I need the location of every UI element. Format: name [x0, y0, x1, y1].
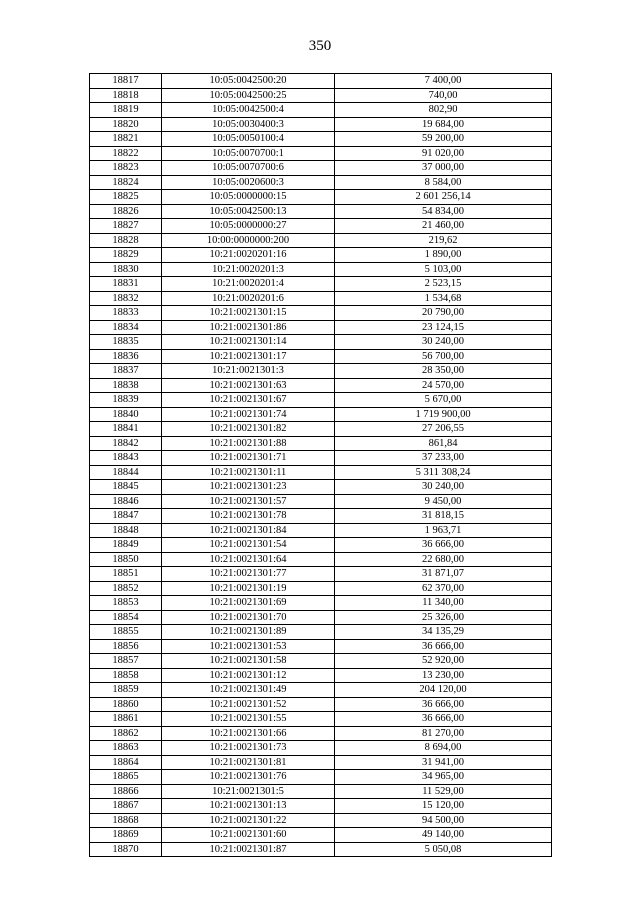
cadastral-number-cell: 10:21:0021301:84: [162, 523, 335, 538]
cadastral-number-cell: 10:21:0021301:54: [162, 538, 335, 553]
table-row: [90, 610, 552, 625]
row-number-cell: 18843: [90, 451, 162, 466]
value-cell: 37 233,00: [335, 451, 552, 466]
value-cell: 52 920,00: [335, 654, 552, 669]
table-row: [90, 175, 552, 190]
row-number-cell: 18842: [90, 436, 162, 451]
value-cell: 56 700,00: [335, 349, 552, 364]
value-cell: 25 326,00: [335, 610, 552, 625]
cadastral-number-cell: 10:21:0021301:77: [162, 567, 335, 582]
row-number-cell: 18828: [90, 233, 162, 248]
table-row: [90, 567, 552, 582]
value-cell: 2 523,15: [335, 277, 552, 292]
cadastral-number-cell: 10:21:0021301:88: [162, 436, 335, 451]
row-number-cell: 18850: [90, 552, 162, 567]
row-number-cell: 18836: [90, 349, 162, 364]
value-cell: 31 818,15: [335, 509, 552, 524]
table-row: [90, 552, 552, 567]
row-number-cell: 18818: [90, 88, 162, 103]
table-row: [90, 697, 552, 712]
table-row: [90, 465, 552, 480]
cadastral-number-cell: 10:05:0000000:27: [162, 219, 335, 234]
value-cell: 740,00: [335, 88, 552, 103]
table-row: [90, 639, 552, 654]
cadastral-number-cell: 10:21:0021301:74: [162, 407, 335, 422]
cadastral-number-cell: 10:05:0000000:15: [162, 190, 335, 205]
cadastral-number-cell: 10:21:0021301:58: [162, 654, 335, 669]
table-row: [90, 668, 552, 683]
table-row: [90, 480, 552, 495]
cadastral-number-cell: 10:05:0042500:4: [162, 103, 335, 118]
cadastral-number-cell: 10:21:0021301:69: [162, 596, 335, 611]
row-number-cell: 18838: [90, 378, 162, 393]
table-body: [90, 74, 552, 857]
cadastral-number-cell: 10:05:0070700:1: [162, 146, 335, 161]
value-cell: 11 529,00: [335, 784, 552, 799]
value-cell: 30 240,00: [335, 335, 552, 350]
value-cell: 1 963,71: [335, 523, 552, 538]
table-row: [90, 523, 552, 538]
row-number-cell: 18869: [90, 828, 162, 843]
table-row: [90, 248, 552, 263]
table-row: [90, 770, 552, 785]
table-row: [90, 393, 552, 408]
value-cell: 28 350,00: [335, 364, 552, 379]
table-row: [90, 233, 552, 248]
value-cell: 54 834,00: [335, 204, 552, 219]
row-number-cell: 18862: [90, 726, 162, 741]
table-row: [90, 422, 552, 437]
row-number-cell: 18849: [90, 538, 162, 553]
table-row: [90, 407, 552, 422]
table-row: [90, 538, 552, 553]
table-row: [90, 88, 552, 103]
row-number-cell: 18870: [90, 842, 162, 857]
row-number-cell: 18833: [90, 306, 162, 321]
table-row: [90, 306, 552, 321]
row-number-cell: 18866: [90, 784, 162, 799]
row-number-cell: 18829: [90, 248, 162, 263]
table-row: [90, 364, 552, 379]
cadastral-number-cell: 10:21:0021301:70: [162, 610, 335, 625]
value-cell: 5 311 308,24: [335, 465, 552, 480]
cadastral-number-cell: 10:21:0020201:6: [162, 291, 335, 306]
table-row: [90, 654, 552, 669]
cadastral-number-cell: 10:05:0030400:3: [162, 117, 335, 132]
value-cell: 81 270,00: [335, 726, 552, 741]
value-cell: 24 570,00: [335, 378, 552, 393]
row-number-cell: 18835: [90, 335, 162, 350]
row-number-cell: 18865: [90, 770, 162, 785]
value-cell: 36 666,00: [335, 697, 552, 712]
cadastral-number-cell: 10:21:0020201:4: [162, 277, 335, 292]
value-cell: 36 666,00: [335, 639, 552, 654]
row-number-cell: 18861: [90, 712, 162, 727]
value-cell: 1 534,68: [335, 291, 552, 306]
cadastral-number-cell: 10:21:0021301:81: [162, 755, 335, 770]
value-cell: 36 666,00: [335, 538, 552, 553]
row-number-cell: 18864: [90, 755, 162, 770]
cadastral-number-cell: 10:21:0021301:76: [162, 770, 335, 785]
table-row: [90, 712, 552, 727]
row-number-cell: 18817: [90, 74, 162, 89]
row-number-cell: 18837: [90, 364, 162, 379]
cadastral-number-cell: 10:21:0020201:16: [162, 248, 335, 263]
table-row: [90, 683, 552, 698]
row-number-cell: 18846: [90, 494, 162, 509]
row-number-cell: 18857: [90, 654, 162, 669]
value-cell: 861,84: [335, 436, 552, 451]
cadastral-number-cell: 10:21:0021301:64: [162, 552, 335, 567]
cadastral-number-cell: 10:05:0020600:3: [162, 175, 335, 190]
row-number-cell: 18820: [90, 117, 162, 132]
row-number-cell: 18821: [90, 132, 162, 147]
row-number-cell: 18852: [90, 581, 162, 596]
cadastral-number-cell: 10:21:0021301:23: [162, 480, 335, 495]
value-cell: 1 719 900,00: [335, 407, 552, 422]
value-cell: 15 120,00: [335, 799, 552, 814]
table-row: [90, 204, 552, 219]
cadastral-number-cell: 10:21:0021301:14: [162, 335, 335, 350]
value-cell: 7 400,00: [335, 74, 552, 89]
value-cell: 20 790,00: [335, 306, 552, 321]
row-number-cell: 18819: [90, 103, 162, 118]
value-cell: 30 240,00: [335, 480, 552, 495]
value-cell: 62 370,00: [335, 581, 552, 596]
table-row: [90, 741, 552, 756]
cadastral-number-cell: 10:21:0021301:73: [162, 741, 335, 756]
row-number-cell: 18824: [90, 175, 162, 190]
row-number-cell: 18825: [90, 190, 162, 205]
table-row: [90, 378, 552, 393]
value-cell: 5 050,08: [335, 842, 552, 857]
table-row: [90, 219, 552, 234]
table-row: [90, 436, 552, 451]
cadastral-number-cell: 10:05:0070700:6: [162, 161, 335, 176]
value-cell: 91 020,00: [335, 146, 552, 161]
row-number-cell: 18826: [90, 204, 162, 219]
row-number-cell: 18859: [90, 683, 162, 698]
table-row: [90, 842, 552, 857]
table-row: [90, 813, 552, 828]
table-row: [90, 320, 552, 335]
table-row: [90, 784, 552, 799]
value-cell: 11 340,00: [335, 596, 552, 611]
table-row: [90, 277, 552, 292]
value-cell: 23 124,15: [335, 320, 552, 335]
row-number-cell: 18856: [90, 639, 162, 654]
value-cell: 8 584,00: [335, 175, 552, 190]
cadastral-number-cell: 10:21:0021301:13: [162, 799, 335, 814]
value-cell: 27 206,55: [335, 422, 552, 437]
row-number-cell: 18851: [90, 567, 162, 582]
value-cell: 8 694,00: [335, 741, 552, 756]
value-cell: 37 000,00: [335, 161, 552, 176]
table-row: [90, 494, 552, 509]
row-number-cell: 18845: [90, 480, 162, 495]
row-number-cell: 18848: [90, 523, 162, 538]
row-number-cell: 18863: [90, 741, 162, 756]
table-row: [90, 74, 552, 89]
cadastral-number-cell: 10:05:0050100:4: [162, 132, 335, 147]
value-cell: 59 200,00: [335, 132, 552, 147]
row-number-cell: 18831: [90, 277, 162, 292]
table-row: [90, 291, 552, 306]
cadastral-number-cell: 10:21:0021301:55: [162, 712, 335, 727]
table-row: [90, 828, 552, 843]
value-cell: 13 230,00: [335, 668, 552, 683]
table-row: [90, 451, 552, 466]
cadastral-number-cell: 10:21:0021301:5: [162, 784, 335, 799]
table-row: [90, 799, 552, 814]
row-number-cell: 18868: [90, 813, 162, 828]
table-row: [90, 103, 552, 118]
cadastral-number-cell: 10:21:0021301:11: [162, 465, 335, 480]
table-row: [90, 581, 552, 596]
row-number-cell: 18839: [90, 393, 162, 408]
row-number-cell: 18847: [90, 509, 162, 524]
value-cell: 802,90: [335, 103, 552, 118]
value-cell: 36 666,00: [335, 712, 552, 727]
table-row: [90, 349, 552, 364]
cadastral-number-cell: 10:21:0021301:67: [162, 393, 335, 408]
value-cell: 19 684,00: [335, 117, 552, 132]
cadastral-number-cell: 10:21:0021301:89: [162, 625, 335, 640]
cadastral-number-cell: 10:21:0021301:66: [162, 726, 335, 741]
value-cell: 5 670,00: [335, 393, 552, 408]
cadastral-number-cell: 10:05:0042500:25: [162, 88, 335, 103]
row-number-cell: 18841: [90, 422, 162, 437]
table-row: [90, 335, 552, 350]
row-number-cell: 18855: [90, 625, 162, 640]
row-number-cell: 18834: [90, 320, 162, 335]
cadastral-number-cell: 10:21:0021301:57: [162, 494, 335, 509]
cadastral-number-cell: 10:21:0021301:22: [162, 813, 335, 828]
registry-table: [89, 73, 552, 857]
value-cell: 9 450,00: [335, 494, 552, 509]
cadastral-number-cell: 10:21:0021301:82: [162, 422, 335, 437]
row-number-cell: 18853: [90, 596, 162, 611]
cadastral-number-cell: 10:05:0042500:20: [162, 74, 335, 89]
value-cell: 34 135,29: [335, 625, 552, 640]
value-cell: 21 460,00: [335, 219, 552, 234]
cadastral-number-cell: 10:21:0021301:3: [162, 364, 335, 379]
table-row: [90, 509, 552, 524]
cadastral-number-cell: 10:21:0021301:87: [162, 842, 335, 857]
table-row: [90, 625, 552, 640]
row-number-cell: 18832: [90, 291, 162, 306]
cadastral-number-cell: 10:21:0021301:49: [162, 683, 335, 698]
cadastral-number-cell: 10:21:0021301:71: [162, 451, 335, 466]
table-row: [90, 117, 552, 132]
row-number-cell: 18867: [90, 799, 162, 814]
cadastral-number-cell: 10:21:0021301:17: [162, 349, 335, 364]
cadastral-number-cell: 10:21:0020201:3: [162, 262, 335, 277]
value-cell: 49 140,00: [335, 828, 552, 843]
table-row: [90, 726, 552, 741]
value-cell: 1 890,00: [335, 248, 552, 263]
cadastral-number-cell: 10:21:0021301:52: [162, 697, 335, 712]
value-cell: 34 965,00: [335, 770, 552, 785]
cadastral-number-cell: 10:21:0021301:53: [162, 639, 335, 654]
row-number-cell: 18823: [90, 161, 162, 176]
table-row: [90, 755, 552, 770]
cadastral-number-cell: 10:21:0021301:60: [162, 828, 335, 843]
table-row: [90, 190, 552, 205]
table-row: [90, 146, 552, 161]
value-cell: 31 871,07: [335, 567, 552, 582]
row-number-cell: 18844: [90, 465, 162, 480]
table-row: [90, 132, 552, 147]
table-row: [90, 596, 552, 611]
page-number: 350: [308, 38, 332, 54]
row-number-cell: 18822: [90, 146, 162, 161]
cadastral-number-cell: 10:21:0021301:78: [162, 509, 335, 524]
row-number-cell: 18854: [90, 610, 162, 625]
cadastral-number-cell: 10:05:0042500:13: [162, 204, 335, 219]
row-number-cell: 18858: [90, 668, 162, 683]
row-number-cell: 18840: [90, 407, 162, 422]
row-number-cell: 18860: [90, 697, 162, 712]
cadastral-number-cell: 10:21:0021301:15: [162, 306, 335, 321]
cadastral-number-cell: 10:21:0021301:86: [162, 320, 335, 335]
cadastral-number-cell: 10:00:0000000:200: [162, 233, 335, 248]
cadastral-number-cell: 10:21:0021301:12: [162, 668, 335, 683]
row-number-cell: 18827: [90, 219, 162, 234]
value-cell: 22 680,00: [335, 552, 552, 567]
value-cell: 2 601 256,14: [335, 190, 552, 205]
value-cell: 94 500,00: [335, 813, 552, 828]
value-cell: 219,62: [335, 233, 552, 248]
value-cell: 31 941,00: [335, 755, 552, 770]
cadastral-number-cell: 10:21:0021301:19: [162, 581, 335, 596]
table-row: [90, 161, 552, 176]
value-cell: 5 103,00: [335, 262, 552, 277]
table-row: [90, 262, 552, 277]
row-number-cell: 18830: [90, 262, 162, 277]
cadastral-number-cell: 10:21:0021301:63: [162, 378, 335, 393]
value-cell: 204 120,00: [335, 683, 552, 698]
